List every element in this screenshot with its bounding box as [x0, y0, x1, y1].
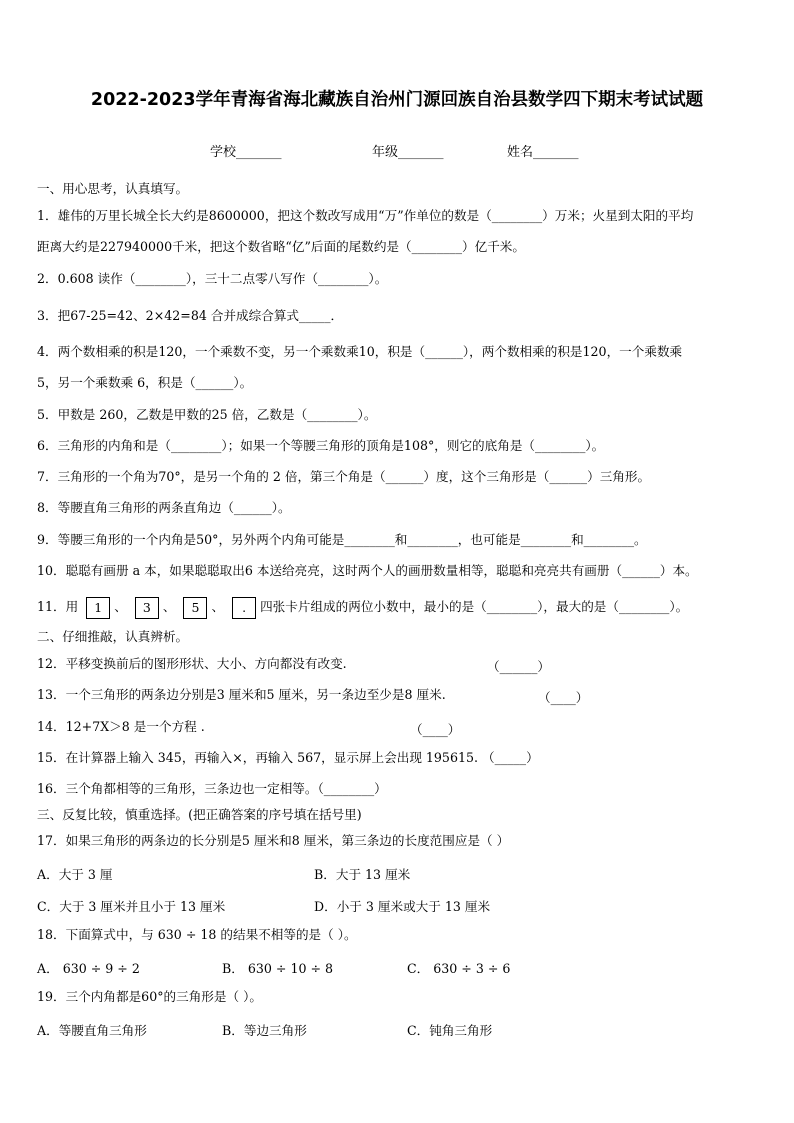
question-12-blank: （______）: [487, 659, 550, 674]
question-14-blank: （____）: [410, 722, 461, 737]
question-11: [37, 596, 688, 619]
q17-option-b: B．大于 13 厘米: [314, 867, 411, 882]
card-5: 5: [183, 597, 207, 619]
q17-option-a: A．大于 3 厘: [37, 867, 113, 882]
question-9: 9．等腰三角形的一个内角是50°，另外两个内角可能是________和________，也可能是________和________。: [37, 532, 647, 547]
section-heading-1: 一、用心思考，认真填写。: [37, 181, 189, 196]
question-15: 15．在计算器上输入 345，再输入×，再输入 567，显示屏上会出现 195615. （_____）: [37, 750, 539, 765]
question-1-line-1: 1．雄伟的万里长城全长大约是8600000，把这个数改写成用“万”作单位的数是（________）万米；火星到太阳的平均: [37, 208, 694, 223]
name-field: 姓名_______: [507, 145, 579, 160]
question-13: 13．一个三角形的两条边分别是3 厘米和5 厘米，另一条边至少是8 厘米.: [37, 687, 446, 702]
q18-option-a: A． 630 ÷ 9 ÷ 2: [37, 961, 140, 976]
card-dot: .: [232, 597, 256, 619]
q19-option-c: C．钝角三角形: [407, 1023, 493, 1038]
question-12: 12．平移变换前后的图形形状、大小、方向都没有改变.: [37, 656, 347, 671]
question-2: 2．0.608 读作（________），三十二点零八写作（________）。: [37, 271, 388, 286]
page-title: 2022-2023学年青海省海北藏族自治州门源回族自治县数学四下期末考试试题: [90, 90, 704, 110]
question-3: 3．把67-25=42、2×42=84 合并成综合算式_____．: [37, 308, 344, 323]
question-6: 6．三角形的内角和是（________）；如果一个等腰三角形的顶角是108°，则它的底角是（________）。: [37, 438, 605, 453]
q19-option-b: B．等边三角形: [222, 1023, 307, 1038]
q17-option-d: D．小于 3 厘米或大于 13 厘米: [314, 899, 491, 914]
question-7: 7．三角形的一个角为70°，是另一个角的 2 倍，第三个角是（______）度，这个三角形是（______）三角形。: [37, 469, 651, 484]
question-13-blank: （____）: [538, 690, 589, 705]
question-17: 17．如果三角形的两条边的长分别是5 厘米和8 厘米，第三条边的长度范围应是（ ）: [37, 833, 510, 848]
section-heading-2: 二、仔细推敲，认真辨析。: [37, 629, 189, 644]
card-separator: 、: [114, 599, 127, 614]
question-5: 5．甲数是 260，乙数是甲数的25 倍，乙数是（________）。: [37, 407, 377, 422]
question-11-prefix: 11．用: [37, 599, 79, 614]
question-18: 18．下面算式中，与 630 ÷ 18 的结果不相等的是（ ）。: [37, 927, 357, 942]
grade-field: 年级_______: [372, 145, 444, 160]
question-11-suffix: 四张卡片组成的两位小数中，最小的是（________），最大的是（________）。: [260, 599, 689, 614]
question-8: 8．等腰直角三角形的两条直角边（______）。: [37, 500, 291, 515]
school-field: 学校_______: [210, 145, 282, 160]
question-19: 19．三个内角都是60°的三角形是（ ）。: [37, 989, 262, 1004]
card-separator: 、: [162, 599, 176, 614]
question-4-line-1: 4．两个数相乘的积是120，一个乘数不变，另一个乘数乘10，积是（______），两个数相乘的积是120，一个乘数乘: [37, 344, 683, 359]
question-14: 14．12+7X＞8 是一个方程 .: [37, 719, 205, 734]
q17-option-c: C．大于 3 厘米并且小于 13 厘米: [37, 899, 226, 914]
q19-option-a: A．等腰直角三角形: [37, 1023, 147, 1038]
question-1-line-2: 距离大约是227940000千米，把这个数省略“亿”后面的尾数约是（________）亿千米。: [37, 239, 525, 254]
section-heading-3: 三、反复比较，慎重选择。(把正确答案的序号填在括号里): [37, 807, 362, 822]
q18-option-c: C． 630 ÷ 3 ÷ 6: [407, 961, 511, 976]
card-1: 1: [86, 597, 110, 619]
card-3: 3: [135, 597, 159, 619]
question-16: 16．三个角都相等的三角形，三条边也一定相等。（________）: [37, 781, 387, 796]
question-4-line-2: 5，另一个乘数乘 6，积是（______）。: [37, 375, 253, 390]
question-10: 10．聪聪有画册 a 本，如果聪聪取出6 本送给亮亮，这时两个人的画册数量相等，聪聪和亮亮共有画册（______）本。: [37, 563, 698, 578]
card-separator: 、: [211, 599, 225, 614]
q18-option-b: B． 630 ÷ 10 ÷ 8: [222, 961, 334, 976]
